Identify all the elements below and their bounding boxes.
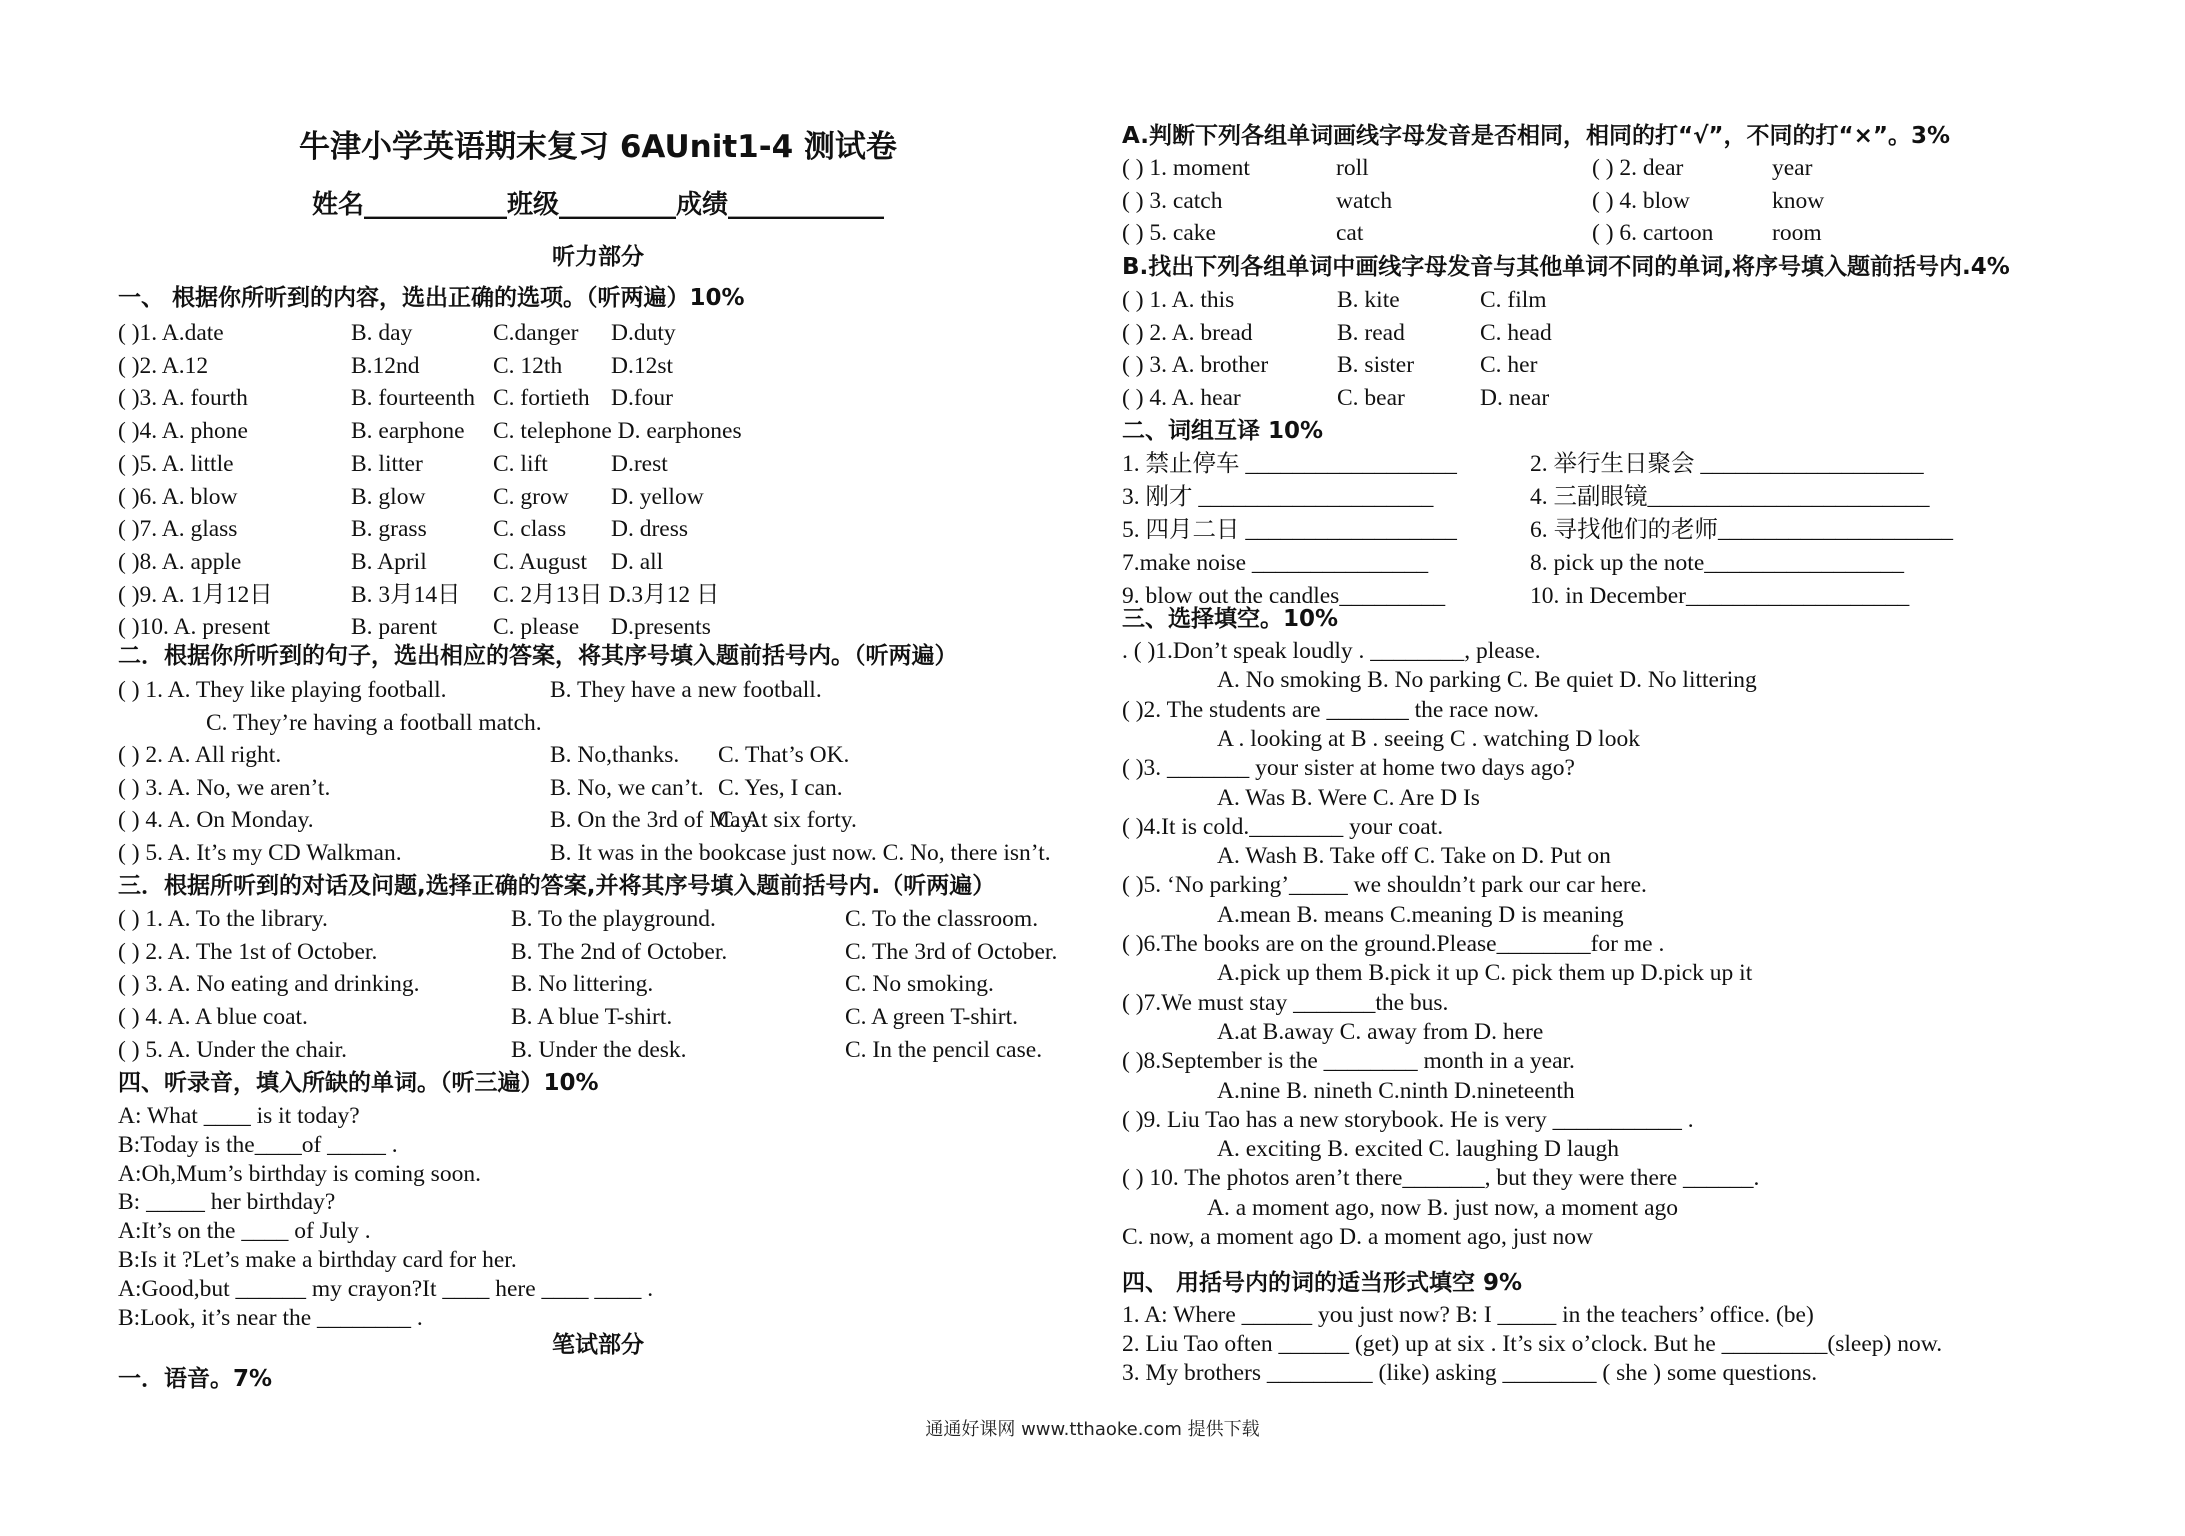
part1-item-cell: C. lift xyxy=(493,450,548,477)
part1-item-cell: ( )7. A. glass xyxy=(118,516,238,543)
section-a-item-cell: roll xyxy=(1336,155,1369,181)
part1-item-cell: C.danger xyxy=(493,320,579,346)
section-a-item-cell: know xyxy=(1772,187,1825,214)
choice-heading: 三、选择填空。10% xyxy=(1122,606,1339,632)
part3-heading: 三．根据所听到的对话及问题,选择正确的答案,并将其序号填入题前括号内.（听两遍） xyxy=(118,873,996,899)
part3-item-cell: ( ) 4. A. A blue coat. xyxy=(118,1004,308,1031)
part1-item-cell: D.rest xyxy=(611,450,668,477)
part1-item-cell: C. class xyxy=(493,516,567,543)
translation-heading: 二、词组互译 10% xyxy=(1122,418,1324,444)
part1-heading: 一、 根据你所听到的内容，选出正确的选项。（听两遍）10% xyxy=(118,285,745,311)
section-b-item-cell: C. her xyxy=(1480,352,1538,379)
part1-item-cell: ( )6. A. blow xyxy=(118,483,238,510)
section-a-item-cell: ( ) 2. dear xyxy=(1592,155,1684,181)
part3-item-cell: C. To the classroom. xyxy=(845,906,1039,932)
part3-item-cell: B. Under the desk. xyxy=(511,1036,687,1063)
part3-item-cell: ( ) 1. A. To the library. xyxy=(118,906,328,932)
translation-item-cell: 6. 寻找他们的老师____________________ xyxy=(1530,517,1953,543)
part1-item-cell: ( )8. A. apple xyxy=(118,548,242,575)
part3-item-cell: ( ) 3. A. No eating and drinking. xyxy=(118,971,420,998)
section-a-item-cell: ( ) 4. blow xyxy=(1592,187,1690,214)
part3-item-cell: B. No littering. xyxy=(511,971,654,998)
translation-item-cell: 10. in December___________________ xyxy=(1530,583,1910,609)
part1-item-cell: C. 12th xyxy=(493,352,563,379)
choice-line: ( )8.September is the ________ month in a year. xyxy=(1122,1048,1575,1075)
part1-item-cell: ( )1. A.date xyxy=(118,320,224,346)
choice-line: A.nine B. nineth C.ninth D.nineteenth xyxy=(1217,1077,1575,1104)
student-info-line: 姓名___________班级_________成绩____________ xyxy=(311,190,884,220)
written-heading: 笔试部分 xyxy=(552,1332,644,1358)
dialogue-line: B:Today is the____of _____ . xyxy=(118,1131,398,1158)
section-a-item-cell: room xyxy=(1772,220,1822,246)
choice-line: A . looking at B . seeing C . watching D look xyxy=(1217,725,1640,752)
part1-item-cell: C. 2月13日 D.3月12 日 xyxy=(493,581,720,608)
choice-line: ( )6.The books are on the ground.Please________for me . xyxy=(1122,931,1665,957)
part1-item-cell: ( )3. A. fourth xyxy=(118,385,248,412)
dialogue-line: A:Oh,Mum’s birthday is coming soon. xyxy=(118,1160,481,1187)
part3-item-cell: C. In the pencil case. xyxy=(845,1036,1043,1063)
section-b-heading: B.找出下列各组单词中画线字母发音与其他单词不同的单词,将序号填入题前括号内.4% xyxy=(1122,254,2010,280)
part2-item-cell: C. Yes, I can. xyxy=(718,774,843,801)
phonetics-heading: 一．语音。7% xyxy=(118,1366,273,1392)
part1-item-cell: B.12nd xyxy=(351,352,420,379)
part1-item-cell: D.duty xyxy=(611,320,676,346)
choice-line: C. now, a moment ago D. a moment ago, just now xyxy=(1122,1224,1594,1250)
section-a-item-cell: ( ) 3. catch xyxy=(1122,187,1223,214)
translation-item-cell: 4. 三副眼镜________________________ xyxy=(1530,484,1930,510)
section-b-item-cell: B. kite xyxy=(1337,287,1400,313)
choice-line: ( )3. _______ your sister at home two days ago? xyxy=(1122,755,1575,782)
page-title: 牛津小学英语期末复习 6AUnit1-4 测试卷 xyxy=(299,129,897,165)
word-form-heading: 四、 用括号内的词的适当形式填空 9% xyxy=(1122,1270,1523,1296)
section-b-item-cell: C. film xyxy=(1480,287,1547,313)
part1-item-cell: B. glow xyxy=(351,483,426,510)
translation-item-cell: 2. 举行生日聚会 ___________________ xyxy=(1530,451,1924,477)
part1-item-cell: B. parent xyxy=(351,614,438,641)
translation-item-cell: 1. 禁止停车 __________________ xyxy=(1122,451,1457,477)
section-a-item-cell: watch xyxy=(1336,187,1393,214)
choice-line: A. Was B. Were C. Are D Is xyxy=(1217,784,1480,811)
translation-item-cell: 9. blow out the candles_________ xyxy=(1122,583,1446,609)
choice-line: A.pick up them B.pick it up C. pick them up D.pick up it xyxy=(1217,960,1753,987)
part1-item-cell: C. telephone D. earphones xyxy=(493,418,742,445)
dialogue-line: B:Is it ?Let’s make a birthday card for her. xyxy=(118,1247,517,1273)
part2-item-cell: B. It was in the bookcase just now. C. No, there isn’t. xyxy=(550,840,1051,866)
part1-item-cell: B. fourteenth xyxy=(351,385,475,412)
part1-item-cell: B. April xyxy=(351,548,427,575)
dialogue-line: A:Good,but ______ my crayon?It ____ here ____ ____ . xyxy=(118,1275,654,1302)
choice-line: ( )2. The students are _______ the race now. xyxy=(1122,696,1539,723)
part2-heading: 二．根据你所听到的句子，选出相应的答案，将其序号填入题前括号内。（听两遍） xyxy=(118,643,958,669)
part3-item-cell: B. To the playground. xyxy=(511,906,716,932)
section-b-item-cell: C. head xyxy=(1480,319,1552,346)
section-b-item-cell: B. sister xyxy=(1337,352,1415,379)
part1-item-cell: ( )4. A. phone xyxy=(118,418,248,445)
part1-item-cell: ( )5. A. little xyxy=(118,450,234,477)
part1-item-cell: D. all xyxy=(611,548,664,575)
word-form-line: 2. Liu Tao often ______ (get) up at six . It’s six o’clock. But he _________(sleep) now. xyxy=(1122,1331,1943,1357)
part3-item-cell: ( ) 2. A. The 1st of October. xyxy=(118,938,378,965)
part1-item-cell: C. grow xyxy=(493,483,569,510)
choice-line: ( )9. Liu Tao has a new storybook. He is very ___________ . xyxy=(1122,1106,1694,1133)
word-form-line: 3. My brothers _________ (like) asking ________ ( she ) some questions. xyxy=(1122,1360,1818,1386)
part2-item-cell: ( ) 3. A. No, we aren’t. xyxy=(118,774,331,801)
part3-item-cell: C. No smoking. xyxy=(845,971,994,998)
section-a-item-cell: ( ) 5. cake xyxy=(1122,220,1216,246)
translation-item-cell: 5. 四月二日 __________________ xyxy=(1122,517,1457,543)
part1-item-cell: B. earphone xyxy=(351,418,465,445)
part1-item-cell: C. fortieth xyxy=(493,385,590,412)
part2-item-cell: ( ) 5. A. It’s my CD Walkman. xyxy=(118,840,402,866)
translation-item-cell: 3. 刚才 ____________________ xyxy=(1122,484,1434,510)
choice-line: ( )4.It is cold.________ your coat. xyxy=(1122,813,1444,840)
dialogue-line: B:Look, it’s near the ________ . xyxy=(118,1304,423,1331)
part1-item-cell: D. dress xyxy=(611,516,689,543)
part4-heading: 四、听录音，填入所缺的单词。（听三遍）10% xyxy=(118,1070,599,1096)
section-a-item-cell: cat xyxy=(1336,220,1364,246)
choice-line: A.mean B. means C.meaning D is meaning xyxy=(1217,901,1624,928)
choice-line: A. No smoking B. No parking C. Be quiet D. No littering xyxy=(1217,667,1757,694)
section-b-item-cell: ( ) 3. A. brother xyxy=(1122,352,1269,379)
part1-item-cell: ( )9. A. 1月12日 xyxy=(118,581,273,608)
choice-line: ( ) 10. The photos aren’t there_______, but they were there ______. xyxy=(1122,1165,1760,1192)
part1-item-cell: D.12st xyxy=(611,352,674,379)
section-b-item-cell: D. near xyxy=(1480,385,1550,412)
section-b-item-cell: ( ) 2. A. bread xyxy=(1122,319,1253,346)
part1-item-cell: C. August xyxy=(493,548,588,575)
part1-item-cell: B. day xyxy=(351,320,413,346)
part1-item-cell: B. grass xyxy=(351,516,427,543)
part2-item-cell: ( ) 1. A. They like playing football. xyxy=(118,677,447,703)
part2-item-cell: ( ) 2. A. All right. xyxy=(118,742,282,769)
part1-item-cell: B. litter xyxy=(351,450,423,477)
part1-item-cell: C. please xyxy=(493,614,580,641)
dialogue-line: A:It’s on the ____ of July . xyxy=(118,1218,371,1245)
choice-line: ( )5. ‘No parking’_____ we shouldn’t park our car here. xyxy=(1122,872,1647,899)
part2-item-cell: ( ) 4. A. On Monday. xyxy=(118,807,314,834)
part2-item-cell: B. They have a new football. xyxy=(550,677,822,703)
part1-item-cell: D.four xyxy=(611,385,673,412)
translation-item-cell: 7.make noise _______________ xyxy=(1122,550,1429,576)
section-a-item-cell: year xyxy=(1772,155,1813,181)
part2-item-cell: B. On the 3rd of May. xyxy=(550,807,757,834)
footer-credit: 通通好课网 www.tthaoke.com 提供下载 xyxy=(925,1419,1260,1440)
part3-item-cell: C. The 3rd of October. xyxy=(845,938,1058,965)
part1-item-cell: B. 3月14日 xyxy=(351,581,461,608)
part2-item-cell: C. They’re having a football match. xyxy=(206,709,542,736)
part1-item-cell: ( )2. A.12 xyxy=(118,352,209,379)
part1-item-cell: ( )10. A. present xyxy=(118,614,271,641)
translation-item-cell: 8. pick up the note_________________ xyxy=(1530,550,1905,576)
choice-line: ( )7.We must stay _______the bus. xyxy=(1122,989,1449,1016)
part2-item-cell: C. That’s OK. xyxy=(718,742,850,769)
listening-heading: 听力部分 xyxy=(552,244,644,270)
dialogue-line: A: What ____ is it today? xyxy=(118,1103,360,1129)
dialogue-line: B: _____ her birthday? xyxy=(118,1189,336,1216)
section-b-item-cell: ( ) 1. A. this xyxy=(1122,287,1235,313)
part2-item-cell: B. No,thanks. xyxy=(550,742,680,769)
section-b-item-cell: ( ) 4. A. hear xyxy=(1122,385,1241,412)
part2-item-cell: C. At six forty. xyxy=(718,807,857,834)
choice-line: A. exciting B. excited C. laughing D laugh xyxy=(1217,1136,1620,1163)
part2-item-cell: B. No, we can’t. xyxy=(550,774,704,801)
part3-item-cell: B. The 2nd of October. xyxy=(511,938,728,965)
choice-line: A.at B.away C. away from D. here xyxy=(1217,1018,1544,1045)
choice-line: . ( )1.Don’t speak loudly . ________, please. xyxy=(1122,638,1541,664)
section-a-item-cell: ( ) 1. moment xyxy=(1122,155,1250,181)
choice-line: A. Wash B. Take off C. Take on D. Put on xyxy=(1217,843,1611,870)
section-b-item-cell: C. bear xyxy=(1337,385,1405,412)
part3-item-cell: ( ) 5. A. Under the chair. xyxy=(118,1036,348,1063)
part1-item-cell: D.presents xyxy=(611,614,711,641)
part3-item-cell: B. A blue T-shirt. xyxy=(511,1004,673,1031)
section-a-item-cell: ( ) 6. cartoon xyxy=(1592,220,1714,246)
choice-line: A. a moment ago, now B. just now, a moment ago xyxy=(1207,1194,1679,1221)
word-form-line: 1. A: Where ______ you just now? B: I _____ in the teachers’ office. (be) xyxy=(1122,1302,1814,1328)
part3-item-cell: C. A green T-shirt. xyxy=(845,1004,1018,1031)
section-b-item-cell: B. read xyxy=(1337,319,1405,346)
part1-item-cell: D. yellow xyxy=(611,483,704,510)
section-a-heading: A.判断下列各组单词画线字母发音是否相同，相同的打“√”，不同的打“×”。3% xyxy=(1122,123,1951,149)
